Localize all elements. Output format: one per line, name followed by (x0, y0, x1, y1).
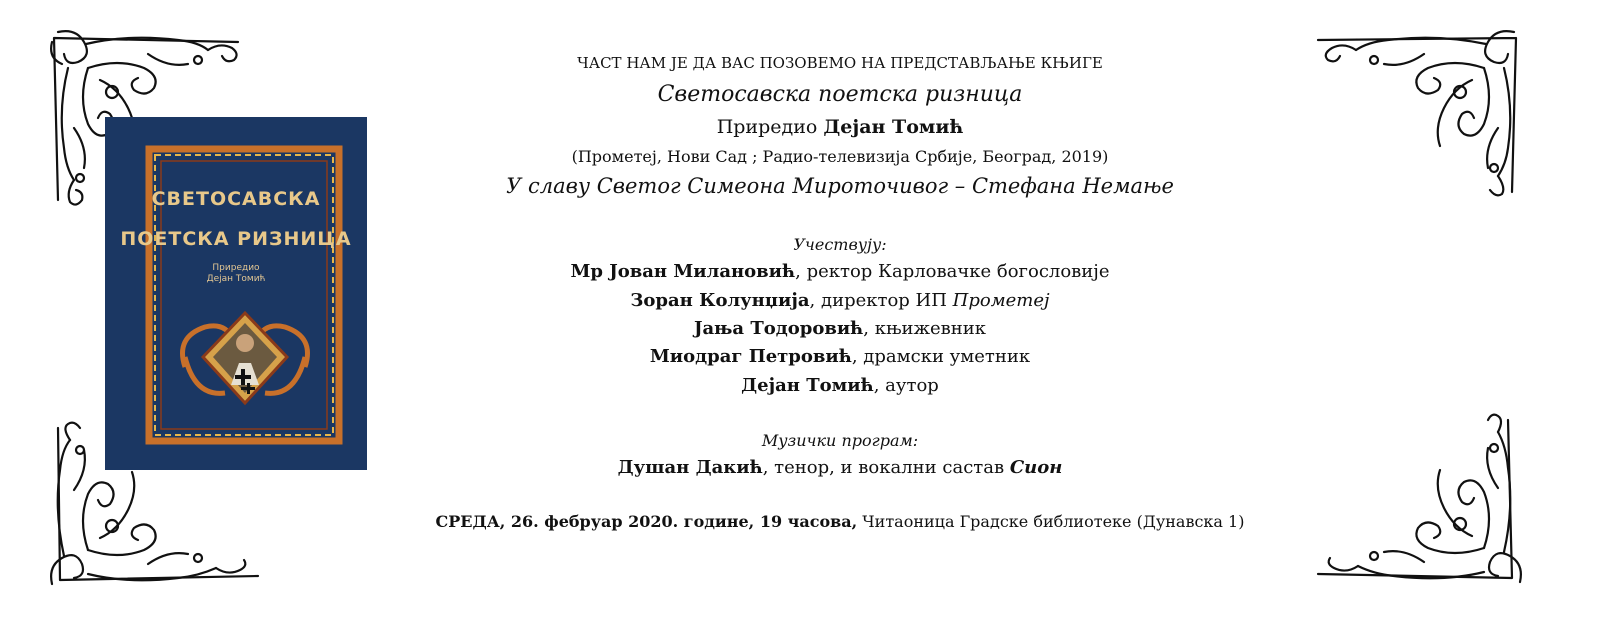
ornament-top-right (1308, 28, 1528, 198)
cover-editor-line-1: Приредио (212, 263, 260, 273)
participant-role: , директор ИП (809, 290, 953, 311)
participant-row (380, 375, 1300, 396)
cover-editor-line-2: Дејан Томић (206, 274, 266, 284)
cover-title-line-1: СВЕТОСАВСКА (151, 188, 321, 210)
participant-row (380, 346, 1300, 367)
participant-name: Мр Јован Милановић (570, 261, 796, 282)
editor-line (380, 116, 1300, 138)
dedication: У славу Светог Симеона Мироточивог – Стефана Немање (506, 174, 1174, 198)
music-text: , тенор, и вокални састав (762, 457, 1010, 478)
music-label: Музички програм: (761, 431, 919, 450)
event-line (380, 512, 1300, 531)
editor-prefix: Приредио (716, 116, 818, 138)
editor-name: Дејан Томић (823, 116, 964, 138)
book-title: Светосавска поетска ризница (657, 82, 1023, 107)
participant-name: Зоран Колунџија (630, 290, 810, 311)
event-venue: Читаоница Градске библиотеке (Дунавска 1) (857, 512, 1245, 531)
participant-role-italic: Прометеј (952, 290, 1050, 311)
ornament-bottom-right (1308, 412, 1528, 588)
participant-row (380, 261, 1300, 282)
music-ensemble: Сион (1009, 457, 1063, 478)
participant-role: , драмски уметник (851, 346, 1031, 367)
invitation-header: ЧАСТ НАМ ЈЕ ДА ВАС ПОЗОВЕМО НА ПРЕДСТАВЉАЊЕ КЊИГЕ (577, 54, 1103, 72)
participants-label: Учествују: (793, 235, 887, 254)
book-cover-image (105, 117, 367, 470)
participant-name: Миодраг Петровић (649, 346, 852, 367)
event-date: СРЕДА, 26. фебруар 2020. године, 19 часова, (435, 512, 858, 531)
cover-title-line-2: ПОЕТСКА РИЗНИЦА (120, 228, 352, 250)
participant-name: Дејан Томић (741, 375, 874, 396)
music-performer: Душан Дакић (617, 457, 763, 478)
participant-row (380, 318, 1300, 339)
music-line (380, 457, 1300, 478)
publishers: (Прометеј, Нови Сад ; Радио-телевизија Србије, Београд, 2019) (571, 147, 1109, 166)
participant-name: Јања Тодоровић (693, 318, 864, 339)
participant-role: , аутор (873, 375, 939, 396)
participant-role: , ректор Карловачке богословије (795, 261, 1110, 282)
participant-row (380, 290, 1300, 311)
participant-role: , књижевник (863, 318, 987, 339)
